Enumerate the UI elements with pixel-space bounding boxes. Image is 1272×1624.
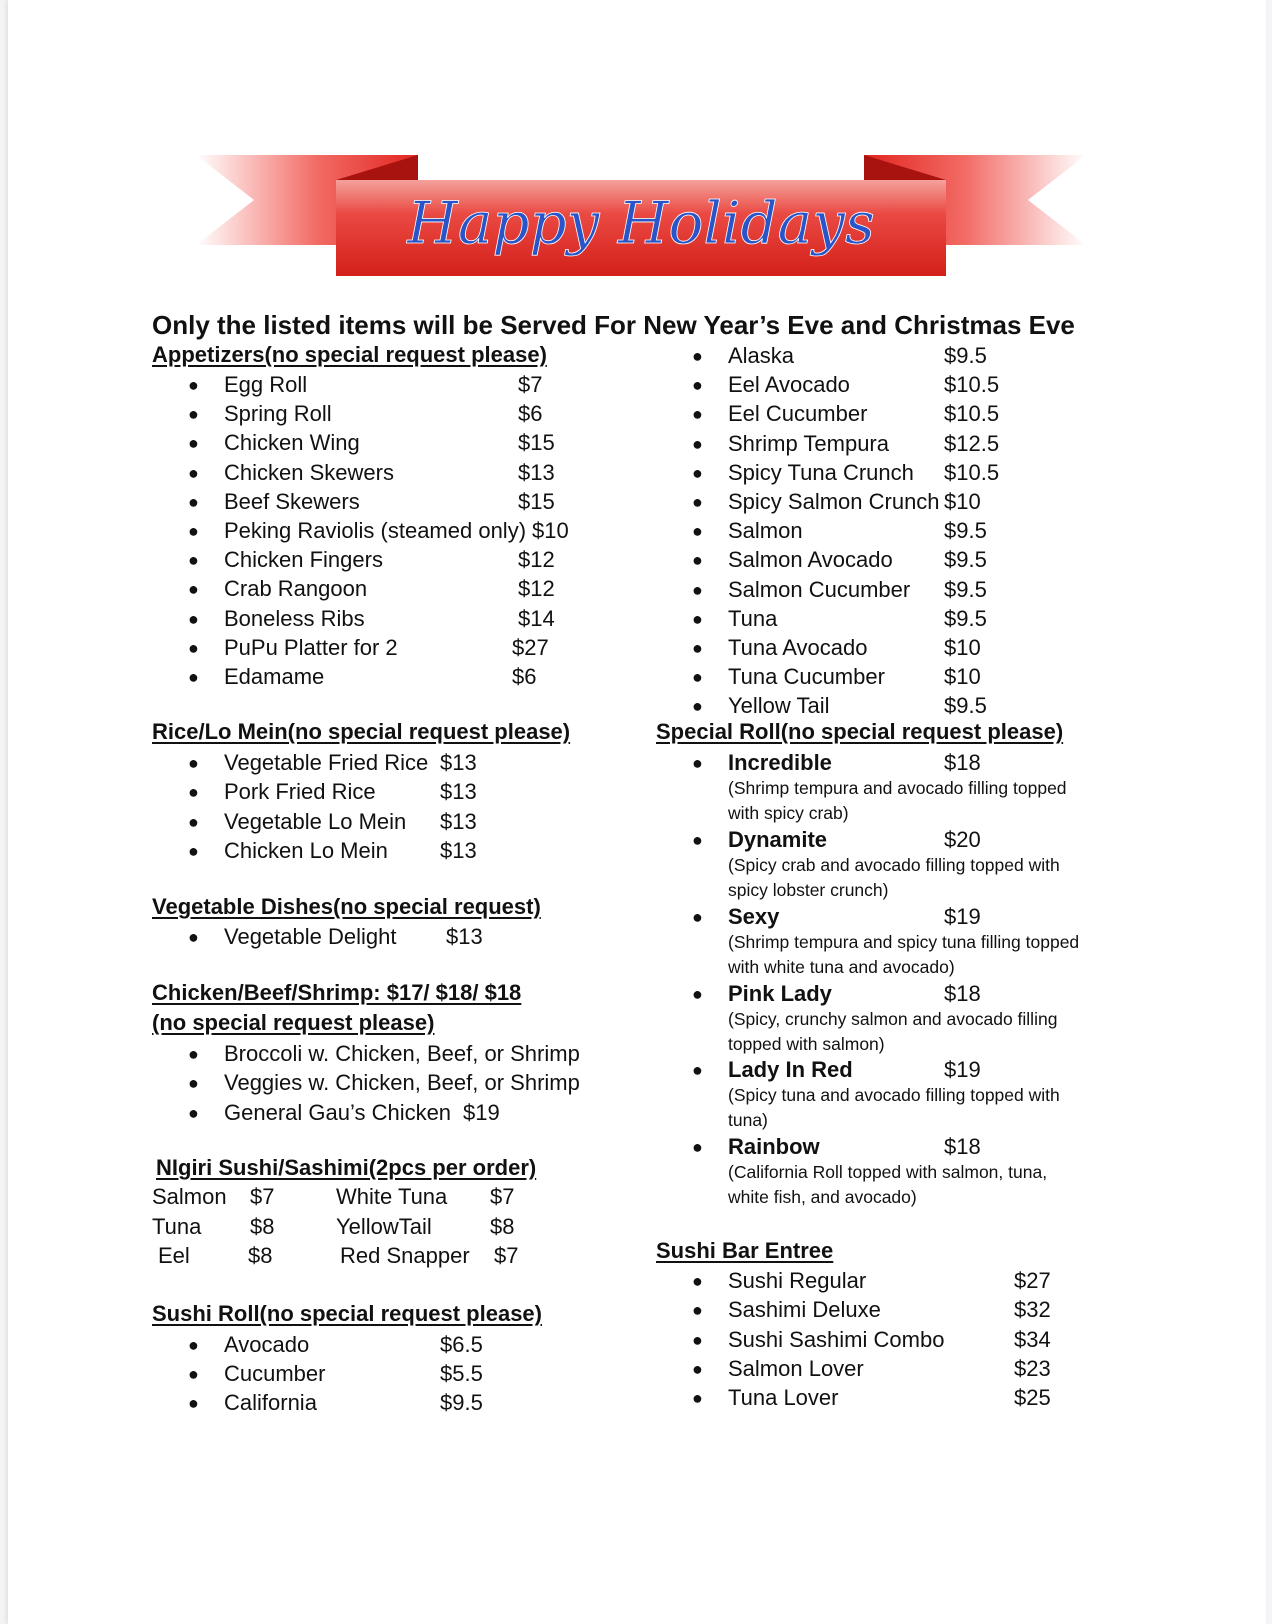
appetizer-item bbox=[188, 458, 688, 488]
bullet-icon: ● bbox=[188, 811, 199, 832]
rice-item bbox=[188, 807, 688, 837]
appetizer-item bbox=[188, 487, 688, 517]
appetizer-item-name: Chicken Skewers bbox=[224, 459, 394, 485]
appetizer-item-price: $14 bbox=[518, 605, 555, 631]
bullet-icon: ● bbox=[692, 404, 703, 425]
appetizer-item-price: $12 bbox=[518, 547, 555, 573]
sushi-roll-cont-item-price: $9.5 bbox=[944, 518, 987, 544]
bullet-icon: ● bbox=[692, 1358, 703, 1379]
sushi-roll-item-price: $9.5 bbox=[440, 1390, 483, 1416]
sushi-roll-cont-item-price: $9.5 bbox=[944, 605, 987, 631]
bullet-icon: ● bbox=[692, 667, 703, 688]
sushi-roll-cont-item-price: $10.5 bbox=[944, 372, 1000, 398]
bullet-icon: ● bbox=[188, 782, 199, 803]
appetizer-item-price: $10 bbox=[532, 518, 569, 543]
nigiri-price: $7 bbox=[250, 1184, 275, 1209]
nigiri-name: Red Snapper bbox=[340, 1243, 470, 1268]
special-roll-description: (Spicy crab and avocado filling topped with spicy lobster crunch) bbox=[728, 855, 1060, 900]
bullet-icon: ● bbox=[692, 375, 703, 396]
appetizer-item-price: $7 bbox=[518, 372, 543, 397]
cbs-item bbox=[188, 1098, 688, 1128]
appetizer-item-price: $12 bbox=[518, 576, 555, 602]
cbs-header-line1: Chicken/Beef/Shrimp: $17/ $18/ $18 bbox=[152, 980, 522, 1005]
sushi-roll-cont-item bbox=[692, 604, 1192, 634]
entree-item-price: $23 bbox=[1014, 1355, 1051, 1381]
special-roll-description: (Spicy tuna and avocado filling topped with tuna) bbox=[728, 1085, 1060, 1130]
appetizer-item bbox=[188, 516, 688, 546]
sushi-roll-cont-item bbox=[692, 458, 1192, 488]
special-roll-name: Lady In Red bbox=[728, 1057, 853, 1082]
entree-item-name: Salmon Lover bbox=[728, 1355, 864, 1381]
sushi-roll-cont-item-price: $12.5 bbox=[944, 430, 1000, 456]
bullet-icon: ● bbox=[692, 492, 703, 512]
appetizer-item-price: $6 bbox=[518, 401, 543, 427]
appetizer-item bbox=[188, 428, 688, 458]
vegetable-item-price: $13 bbox=[446, 924, 483, 949]
appetizer-item bbox=[188, 662, 688, 692]
sushi-roll-cont-item-name: Yellow Tail bbox=[728, 693, 830, 719]
cbs-item-name: Veggies w. Chicken, Beef, or Shrimp bbox=[224, 1070, 580, 1096]
special-roll-price: $18 bbox=[944, 750, 981, 775]
bullet-icon: ● bbox=[692, 521, 703, 542]
bullet-icon: ● bbox=[188, 1102, 199, 1123]
sushi-roll-cont-item-price: $10 bbox=[944, 635, 981, 660]
bullet-icon: ● bbox=[188, 608, 199, 629]
cbs-header-line2: (no special request please) bbox=[152, 1010, 435, 1035]
sushi-roll-cont-item-name: Salmon Cucumber bbox=[728, 576, 911, 602]
appetizer-item-price: $27 bbox=[512, 634, 549, 660]
appetizer-item-name: Chicken Fingers bbox=[224, 547, 383, 573]
sushi-roll-cont-item bbox=[692, 429, 1192, 459]
appetizer-item-price: $15 bbox=[518, 430, 555, 456]
special-roll-price: $18 bbox=[944, 981, 981, 1006]
entree-item bbox=[692, 1325, 1192, 1355]
rice-item-price: $13 bbox=[440, 837, 477, 863]
bullet-icon: ● bbox=[188, 637, 199, 658]
bullet-icon: ● bbox=[692, 984, 703, 1004]
rice-item-name: Pork Fried Rice bbox=[224, 779, 376, 805]
bullet-icon: ● bbox=[692, 696, 703, 717]
sushi-roll-cont-item bbox=[692, 487, 1192, 517]
special-roll-item bbox=[692, 825, 1092, 855]
cbs-item-name: General Gau’s Chicken bbox=[224, 1099, 452, 1125]
bullet-icon: ● bbox=[692, 830, 703, 850]
sushi-roll-item-price: $5.5 bbox=[440, 1361, 483, 1387]
nigiri-price: $8 bbox=[490, 1213, 515, 1239]
bullet-icon: ● bbox=[692, 1271, 703, 1291]
bullet-icon: ● bbox=[188, 550, 199, 571]
appetizer-item-name: Spring Roll bbox=[224, 401, 332, 427]
appetizer-item-price: $13 bbox=[518, 459, 555, 485]
happy-holidays-banner bbox=[196, 150, 1086, 280]
nigiri-name: Tuna bbox=[152, 1213, 202, 1239]
special-roll-description: (California Roll topped with salmon, tuna, white fish, and avocado) bbox=[728, 1162, 1048, 1207]
entree-item bbox=[692, 1266, 1192, 1296]
vegetable-header: Vegetable Dishes(no special request) bbox=[152, 894, 541, 919]
bullet-icon: ● bbox=[188, 840, 199, 861]
special-roll-item bbox=[692, 748, 1092, 778]
vegetable-item-name: Vegetable Delight bbox=[224, 924, 397, 949]
sushi-roll-cont-item-name: Alaska bbox=[728, 343, 795, 368]
sushi-roll-cont-item-name: Tuna bbox=[728, 605, 778, 631]
nigiri-price: $7 bbox=[494, 1243, 519, 1268]
vegetable-item bbox=[188, 922, 688, 952]
sushi-roll-item-name: Avocado bbox=[224, 1332, 310, 1357]
sushi-roll-cont-item bbox=[692, 370, 1192, 400]
cbs-item-price: $19 bbox=[463, 1099, 500, 1125]
bullet-icon: ● bbox=[692, 608, 703, 629]
cbs-item bbox=[188, 1068, 688, 1098]
rice-item bbox=[188, 748, 688, 778]
appetizer-item-price: $6 bbox=[512, 664, 537, 689]
entree-item-price: $32 bbox=[1014, 1297, 1051, 1323]
rice-item-price: $13 bbox=[440, 750, 477, 775]
sushi-roll-cont-item bbox=[692, 691, 1192, 721]
bullet-icon: ● bbox=[188, 375, 199, 395]
special-roll-name: Sexy bbox=[728, 904, 780, 929]
sushi-roll-item bbox=[188, 1330, 688, 1360]
bullet-icon: ● bbox=[188, 433, 199, 454]
bullet-icon: ● bbox=[188, 579, 199, 600]
special-roll-description: (Shrimp tempura and avocado filling topped with spicy crab) bbox=[728, 778, 1067, 823]
bullet-icon: ● bbox=[188, 1044, 199, 1064]
bullet-icon: ● bbox=[692, 1060, 703, 1080]
bullet-icon: ● bbox=[692, 638, 703, 658]
sushi-roll-cont-item-name: Eel Avocado bbox=[728, 372, 850, 398]
bullet-icon: ● bbox=[692, 579, 703, 600]
appetizer-item-name: Boneless Ribs bbox=[224, 605, 365, 631]
appetizer-item-name: Crab Rangoon bbox=[224, 576, 368, 602]
special-roll-price: $19 bbox=[944, 904, 981, 929]
sushi-roll-item-name: Cucumber bbox=[224, 1361, 326, 1387]
entree-item bbox=[692, 1354, 1192, 1384]
nigiri-price: $8 bbox=[248, 1243, 273, 1268]
rice-item-name: Vegetable Fried Rice bbox=[224, 750, 429, 775]
appetizer-item-name: Egg Roll bbox=[224, 372, 308, 397]
bullet-icon: ● bbox=[692, 346, 703, 366]
nigiri-name: White Tuna bbox=[336, 1184, 448, 1209]
special-roll-header: Special Roll(no special request please) bbox=[656, 719, 1064, 744]
sushi-roll-cont-item-price: $10.5 bbox=[944, 401, 1000, 427]
appetizer-item-name: PuPu Platter for 2 bbox=[224, 634, 398, 660]
sushi-roll-cont-item-price: $9.5 bbox=[944, 693, 987, 719]
sushi-roll-cont-item-name: Spicy Salmon Crunch bbox=[728, 489, 940, 514]
bullet-icon: ● bbox=[692, 907, 703, 927]
banner-text: Happy Holidays bbox=[407, 189, 875, 257]
sushi-roll-cont-item-price: $10 bbox=[944, 664, 981, 690]
sushi-roll-cont-item-name: Eel Cucumber bbox=[728, 401, 868, 427]
entree-item-price: $27 bbox=[1014, 1268, 1051, 1293]
sushi-roll-item bbox=[188, 1388, 688, 1418]
sushi-roll-cont-item-name: Tuna Cucumber bbox=[728, 664, 885, 690]
entree-item bbox=[692, 1295, 1192, 1325]
rice-item bbox=[188, 836, 688, 866]
special-roll-price: $19 bbox=[944, 1057, 981, 1082]
sushi-roll-item-name: California bbox=[224, 1390, 317, 1416]
nigiri-name: Eel bbox=[158, 1243, 190, 1268]
rice-item bbox=[188, 777, 688, 807]
rice-item-name: Chicken Lo Mein bbox=[224, 837, 388, 863]
bullet-icon: ● bbox=[692, 1137, 703, 1157]
menu-page bbox=[8, 0, 1266, 1624]
bullet-icon: ● bbox=[692, 550, 703, 571]
special-roll-name: Pink Lady bbox=[728, 981, 832, 1006]
appetizers-header: Appetizers(no special request please) bbox=[152, 342, 547, 367]
bullet-icon: ● bbox=[692, 433, 703, 454]
bullet-icon: ● bbox=[188, 1364, 199, 1385]
special-roll-item bbox=[692, 1132, 1092, 1162]
appetizer-item bbox=[188, 633, 688, 663]
sushi-roll-cont-item bbox=[692, 633, 1192, 663]
sushi-roll-cont-item bbox=[692, 575, 1192, 605]
appetizer-item bbox=[188, 370, 688, 400]
nigiri-price: $7 bbox=[490, 1184, 515, 1209]
special-roll-price: $20 bbox=[944, 827, 981, 852]
special-roll-name: Incredible bbox=[728, 750, 832, 775]
special-roll-item bbox=[692, 979, 1092, 1009]
sushi-roll-cont-item-price: $10 bbox=[944, 489, 981, 514]
appetizer-item-name: Peking Raviolis (steamed only) bbox=[224, 518, 527, 543]
sushi-roll-cont-item-price: $10.5 bbox=[944, 459, 1000, 485]
sushi-roll-cont-item bbox=[692, 516, 1192, 546]
bullet-icon: ● bbox=[188, 521, 199, 541]
nigiri-header: NIgiri Sushi/Sashimi(2pcs per order) bbox=[156, 1155, 537, 1180]
special-roll-item bbox=[692, 902, 1092, 932]
sushi-roll-cont-item-name: Shrimp Tempura bbox=[728, 430, 889, 456]
bullet-icon: ● bbox=[188, 491, 199, 512]
bullet-icon: ● bbox=[188, 462, 199, 483]
sushi-roll-cont-item bbox=[692, 545, 1192, 575]
special-roll-name: Rainbow bbox=[728, 1134, 820, 1159]
appetizer-item bbox=[188, 574, 688, 604]
sushi-roll-cont-item-price: $9.5 bbox=[944, 547, 987, 573]
special-roll-name: Dynamite bbox=[728, 827, 828, 852]
bullet-icon: ● bbox=[188, 667, 199, 687]
notice-text: Only the listed items will be Served For New Year’s Eve and Christmas Eve bbox=[152, 310, 1075, 340]
nigiri-name: Salmon bbox=[152, 1184, 227, 1209]
bullet-icon: ● bbox=[692, 1388, 703, 1409]
sushi-roll-cont-item-name: Tuna Avocado bbox=[728, 635, 868, 660]
sushi-roll-cont-item-price: $9.5 bbox=[944, 576, 987, 602]
special-roll-item bbox=[692, 1055, 1092, 1085]
appetizer-item-price: $15 bbox=[518, 488, 555, 514]
sushi-roll-cont-item bbox=[692, 341, 1192, 371]
sushi-roll-cont-item bbox=[692, 662, 1192, 692]
entree-item-name: Sashimi Deluxe bbox=[728, 1297, 881, 1323]
entree-item-name: Sushi Regular bbox=[728, 1268, 867, 1293]
sushi-roll-item-price: $6.5 bbox=[440, 1332, 483, 1357]
sushi-roll-item bbox=[188, 1359, 688, 1389]
entree-item-name: Sushi Sashimi Combo bbox=[728, 1326, 945, 1352]
sushi-roll-cont-item-name: Spicy Tuna Crunch bbox=[728, 459, 914, 485]
bullet-icon: ● bbox=[188, 753, 199, 773]
bullet-icon: ● bbox=[188, 1393, 199, 1414]
special-roll-description: (Shrimp tempura and spicy tuna filling topped with white tuna and avocado) bbox=[728, 932, 1080, 977]
nigiri-name: YellowTail bbox=[336, 1213, 432, 1239]
nigiri-price: $8 bbox=[250, 1213, 275, 1239]
rice-item-price: $13 bbox=[440, 808, 477, 834]
entree-item bbox=[692, 1383, 1192, 1413]
rice-item-name: Vegetable Lo Mein bbox=[224, 808, 407, 834]
bullet-icon: ● bbox=[692, 753, 703, 773]
special-roll-description: (Spicy, crunchy salmon and avocado filling topped with salmon) bbox=[728, 1009, 1058, 1054]
appetizer-item bbox=[188, 545, 688, 575]
bullet-icon: ● bbox=[188, 1335, 199, 1355]
bullet-icon: ● bbox=[692, 1300, 703, 1321]
sushi-roll-header: Sushi Roll(no special request please) bbox=[152, 1301, 542, 1326]
sushi-roll-cont-item-price: $9.5 bbox=[944, 343, 987, 368]
rice-item-price: $13 bbox=[440, 779, 477, 805]
bullet-icon: ● bbox=[692, 462, 703, 483]
appetizer-item-name: Chicken Wing bbox=[224, 430, 360, 456]
bullet-icon: ● bbox=[188, 404, 199, 425]
sushi-roll-cont-item-name: Salmon bbox=[728, 518, 803, 544]
appetizer-item-name: Edamame bbox=[224, 664, 325, 689]
bullet-icon: ● bbox=[188, 927, 199, 947]
cbs-item bbox=[188, 1039, 688, 1069]
appetizer-item bbox=[188, 604, 688, 634]
sushi-roll-cont-item bbox=[692, 399, 1192, 429]
bullet-icon: ● bbox=[188, 1073, 199, 1094]
rice-header: Rice/Lo Mein(no special request please) bbox=[152, 719, 571, 744]
appetizer-item bbox=[188, 399, 688, 429]
special-roll-price: $18 bbox=[944, 1134, 981, 1159]
bullet-icon: ● bbox=[692, 1329, 703, 1350]
sushi-bar-entree-header: Sushi Bar Entree bbox=[656, 1238, 834, 1263]
sushi-roll-cont-item-name: Salmon Avocado bbox=[728, 547, 893, 573]
entree-item-price: $25 bbox=[1014, 1385, 1051, 1411]
entree-item-name: Tuna Lover bbox=[728, 1385, 839, 1411]
appetizer-item-name: Beef Skewers bbox=[224, 488, 360, 514]
entree-item-price: $34 bbox=[1014, 1326, 1051, 1352]
cbs-item-name: Broccoli w. Chicken, Beef, or Shrimp bbox=[224, 1041, 580, 1066]
